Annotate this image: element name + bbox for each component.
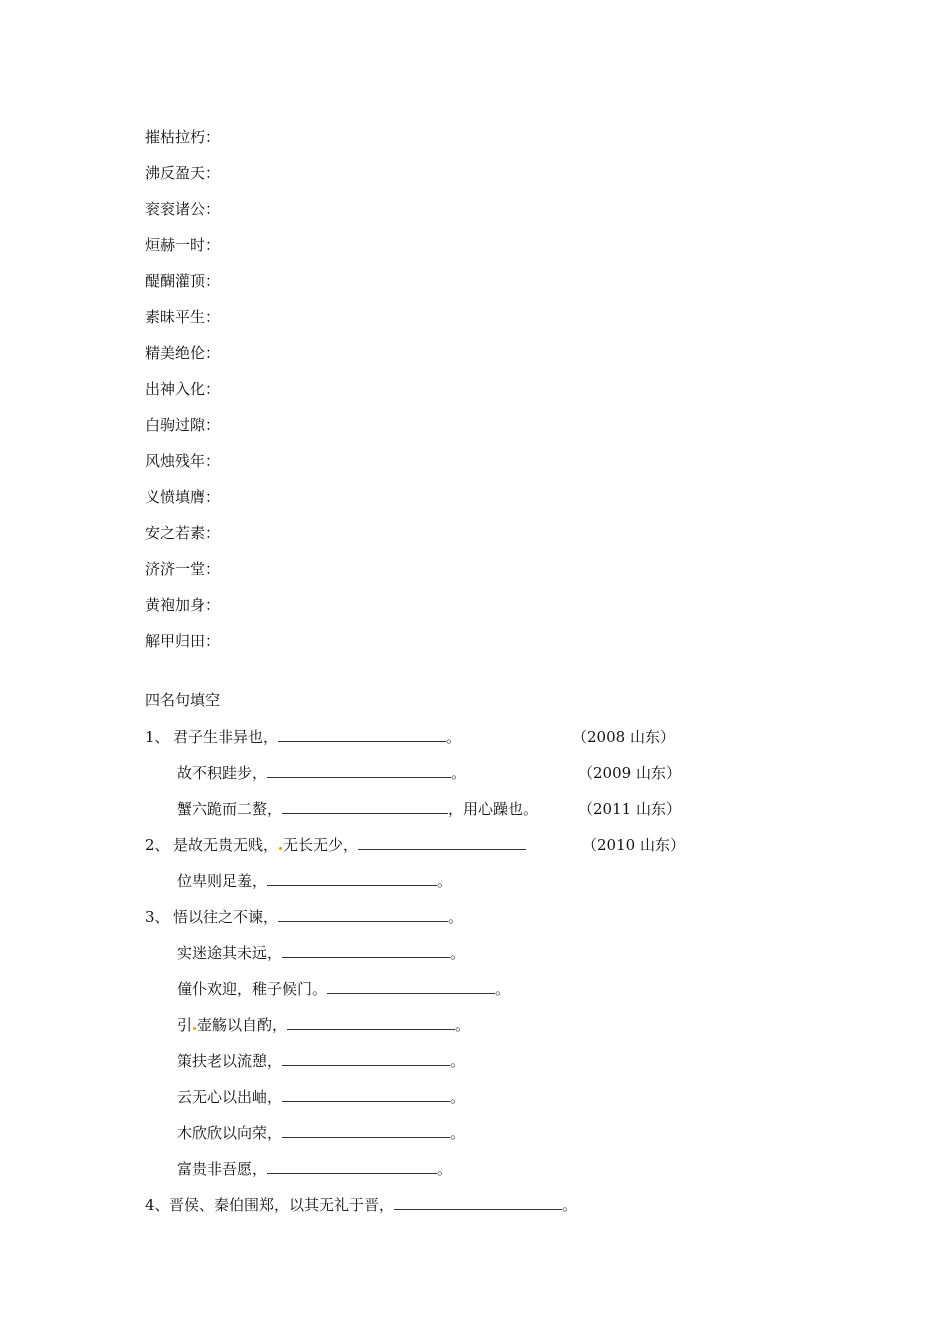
source-label: （2010 山东） [582, 836, 685, 854]
idiom-item: 风烛残年： [145, 452, 221, 470]
prompt-end: 。 [495, 980, 511, 998]
section-title: 四名句填空 [145, 691, 221, 709]
answer-blank[interactable] [278, 907, 448, 922]
mark-dot [279, 847, 282, 850]
prompt-text: 蟹六跪而二螯， [177, 800, 283, 818]
question-number: 1、 [145, 728, 170, 746]
prompt-end: 。 [450, 1088, 466, 1106]
question-3-line-3 [177, 979, 510, 999]
idiom-item: 黄袍加身： [145, 596, 221, 614]
idiom-item: 安之若素： [145, 524, 221, 542]
question-3-line-5 [177, 1051, 465, 1071]
prompt-text: 引 [177, 1016, 193, 1034]
prompt-text: 木欣欣以向荣， [177, 1124, 283, 1142]
answer-blank[interactable] [327, 979, 495, 994]
prompt-text: 故不积跬步， [177, 764, 268, 782]
idiom-item: 素昧平生： [145, 308, 221, 326]
question-number: 4、 [145, 1196, 170, 1214]
question-3-line-8 [177, 1159, 452, 1179]
answer-blank[interactable] [394, 1195, 562, 1210]
question-3-line-7 [177, 1123, 465, 1143]
prompt-text: 位卑则足羞， [177, 872, 268, 890]
idiom-item: 白驹过隙： [145, 416, 221, 434]
prompt-text: 是故无贵无贱， [173, 836, 279, 854]
idiom-item: 烜赫一时： [145, 236, 221, 254]
question-1-line-3 [177, 799, 538, 819]
idiom-item: 解甲归田： [145, 632, 221, 650]
prompt-end: 。 [562, 1196, 578, 1214]
idiom-item: 义愤填膺： [145, 488, 221, 506]
prompt-text: 实迷途其未远， [177, 944, 283, 962]
prompt-text: 晋侯、秦伯围郑，以其无礼于晋， [169, 1196, 395, 1214]
prompt-text: 策扶老以流憩， [177, 1052, 283, 1070]
idiom-item: 济济一堂： [145, 560, 221, 578]
prompt-text: 僮仆欢迎，稚子候门。 [177, 980, 328, 998]
prompt-end: 。 [450, 1052, 466, 1070]
idiom-item: 沸反盈天： [145, 164, 221, 182]
prompt-text: 悟以往之不谏， [173, 908, 279, 926]
question-1-line-1 [145, 727, 461, 747]
question-number: 2、 [145, 836, 170, 854]
answer-blank[interactable] [282, 943, 450, 958]
source-label: （2008 山东） [572, 728, 675, 746]
prompt-text: 富贵非吾愿， [177, 1160, 268, 1178]
idiom-item: 衮衮诸公： [145, 200, 221, 218]
prompt-end: 。 [451, 764, 467, 782]
source-label: （2009 山东） [578, 764, 681, 782]
idiom-item: 摧枯拉朽： [145, 128, 221, 146]
prompt-text: 壶觞以自酌， [197, 1016, 288, 1034]
answer-blank[interactable] [282, 1123, 450, 1138]
question-3-line-1 [145, 907, 463, 927]
prompt-end: 。 [448, 908, 464, 926]
answer-blank[interactable] [267, 871, 437, 886]
question-3-line-2 [177, 943, 465, 963]
question-3-line-4 [177, 1015, 470, 1035]
mark-dot [193, 1027, 196, 1030]
answer-blank[interactable] [287, 1015, 455, 1030]
prompt-end: 。 [455, 1016, 471, 1034]
prompt-end: 。 [437, 1160, 453, 1178]
prompt-end: 。 [437, 872, 453, 890]
answer-blank[interactable] [267, 763, 451, 778]
question-4-line-1 [145, 1195, 577, 1215]
answer-blank[interactable] [267, 1159, 437, 1174]
question-1-line-2 [177, 763, 466, 783]
answer-blank[interactable] [278, 727, 446, 742]
prompt-end: 。 [446, 728, 462, 746]
question-2-line-1 [145, 835, 526, 855]
prompt-text: 君子生非异也， [173, 728, 279, 746]
source-label: （2011 山东） [578, 800, 681, 818]
question-3-line-6 [177, 1087, 465, 1107]
answer-blank[interactable] [282, 1087, 450, 1102]
idiom-item: 醍醐灌顶： [145, 272, 221, 290]
question-number: 3、 [145, 908, 170, 926]
answer-blank[interactable] [282, 1051, 450, 1066]
answer-blank[interactable] [282, 799, 448, 814]
idiom-item: 出神入化： [145, 380, 221, 398]
prompt-end: ，用心躁也。 [448, 800, 539, 818]
prompt-text: 云无心以出岫， [177, 1088, 283, 1106]
prompt-end: 。 [450, 1124, 466, 1142]
prompt-text: 无长无少， [283, 836, 359, 854]
idiom-item: 精美绝伦： [145, 344, 221, 362]
question-2-line-2 [177, 871, 452, 891]
answer-blank[interactable] [358, 835, 526, 850]
prompt-end: 。 [450, 944, 466, 962]
